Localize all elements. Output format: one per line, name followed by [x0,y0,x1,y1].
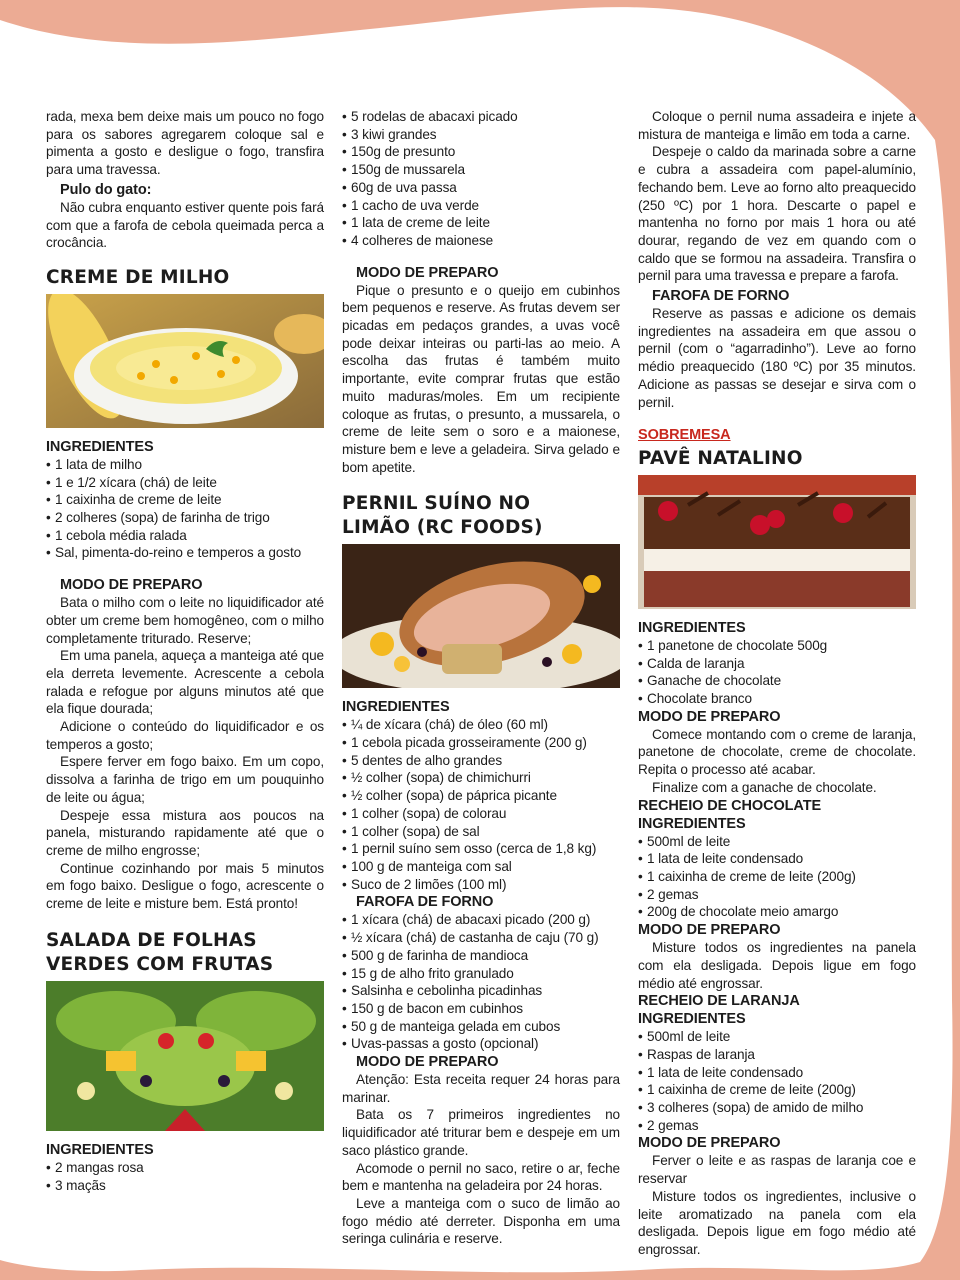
list-item: • 2 gemas [638,1117,916,1135]
list-item: • 500ml de leite [638,833,916,851]
salad-photo [46,981,324,1131]
list-item: • 3 kiwi grandes [342,126,620,144]
filling-chocolate-ingredients-title: INGREDIENTES [638,815,746,832]
list-item: • ½ colher (sopa) de páprica picante [342,787,620,805]
list-item: • 500 g de farinha de mandioca [342,947,620,965]
list-item: • 50 g de manteiga gelada em cubos [342,1018,620,1036]
farofa-method-title: FAROFA DE FORNO [652,288,790,305]
list-item: • 4 colheres de maionese [342,232,620,250]
list-item: • Raspas de laranja [638,1046,916,1064]
title-line-1: SALADA DE FOLHAS [46,929,257,951]
filling-orange-ingredients [638,1028,916,1134]
list-item: • 150 g de bacon em cubinhos [342,1000,620,1018]
column-1 [46,108,324,1194]
title-line-2: VERDES COM FRUTAS [46,953,274,975]
list-item: • Suco de 2 limões (100 ml) [342,876,620,894]
list-item: • 100 g de manteiga com sal [342,858,620,876]
list-item: • 2 mangas rosa [46,1159,324,1177]
method-paragraph: Atenção: Esta receita requer 24 horas para marinar. [342,1072,620,1105]
list-item: • Ganache de chocolate [638,672,916,690]
list-item: • 1 cebola picada grosseiramente (200 g) [342,734,620,752]
list-item: • 500ml de leite [638,1028,916,1046]
ingredients-list-creme-de-milho [46,456,324,562]
recipe-title-pave: PAVÊ NATALINO [638,447,803,469]
method-paragraph: Bata os 7 primeiros ingredientes no liquidificador até triturar bem e despeje em um saco plástico grande. [342,1107,620,1158]
list-item: • 1 colher (sopa) de sal [342,823,620,841]
list-item: • 1 caixinha de creme de leite (200g) [638,868,916,886]
method-paragraph: Adicione o conteúdo do liquidificador e os temperos a gosto; [46,719,324,752]
list-item: • Salsinha e cebolinha picadinhas [342,982,620,1000]
ingredients-list-salada-cont [342,108,620,250]
list-item: • 150g de mussarela [342,161,620,179]
list-item: • 150g de presunto [342,143,620,161]
farofa-ingredients-list [342,911,620,1053]
list-item: • 1 caixinha de creme de leite [46,491,324,509]
list-item: • 200g de chocolate meio amargo [638,903,916,921]
list-item: • Chocolate branco [638,690,916,708]
list-item: • 15 g de alho frito granulado [342,965,620,983]
filling-orange-ingredients-title: INGREDIENTES [638,1011,746,1028]
list-item: • 3 colheres (sopa) de amido de milho [638,1099,916,1117]
list-item: • 1 lata de leite condensado [638,1064,916,1082]
farofa-method-paragraph: Reserve as passas e adicione os demais ingredientes na assadeira em que assou o pernil (com o “agarradinho”). Leve ao forno médio preaquecido (180 ºC) por 35 minutos. Adicione as passas se desejar e sirva com o pernil. [638,306,916,410]
recipe-title-creme-de-milho: CREME DE MILHO [46,266,230,288]
filling-orange-method: Ferver o leite e as raspas de laranja coe e reservar [638,1153,916,1187]
column-3 [638,108,916,1259]
pork-photo [342,544,620,688]
farofa-title-pernil: FAROFA DE FORNO [356,894,494,911]
column-2 [342,108,620,1248]
list-item: • Calda de laranja [638,655,916,673]
list-item: • ½ xícara (chá) de castanha de caju (70 g) [342,929,620,947]
method-title-pernil: MODO DE PREPARO [356,1054,499,1071]
list-item: • 1 colher (sopa) de colorau [342,805,620,823]
tip-text: Não cubra enquanto estiver quente pois fará com que a farofa de cebola queimada perca a crocância. [46,199,324,251]
section-tag-sobremesa: SOBREMESA [638,427,731,444]
method-title-salada: MODO DE PREPARO [356,264,499,281]
method-paragraph-salada: Pique o presunto e o queijo em cubinhos bem pequenos e reserve. As frutas devem ser picadas em pedaços grandes, a uvas você pode deixar inteiras ou parti-las ao meio. A escolha das frutas é também muito importante, evite comprar frutas que estão muito maduras/moles. Em um recipiente coloque as frutas, o presunto, a mussarela, o creme de leite sem o soro e a maionese, misture bem e leve a geladeira. Sirva gelado e bom apetite. [342,282,620,475]
list-item: • 1 e 1/2 xícara (chá) de leite [46,474,324,492]
method-paragraph: Acomode o pernil no saco, retire o ar, feche bem e mantenha na geladeira por 24 horas. [342,1160,620,1194]
list-item: • 1 xícara (chá) de abacaxi picado (200 g) [342,911,620,929]
list-item: • 60g de uva passa [342,179,620,197]
list-item: • 5 rodelas de abacaxi picado [342,108,620,126]
method-paragraph-pernil-cont: Coloque o pernil numa assadeira e injete a mistura de manteiga e limão em toda a carne. [638,109,916,142]
list-item: • 2 colheres (sopa) de farinha de trigo [46,509,324,527]
recipe-title-pernil [342,492,620,540]
list-item: • Sal, pimenta-do-reino e temperos a gosto [46,544,324,562]
list-item: • Uvas-passas a gosto (opcional) [342,1035,620,1053]
pave-photo [638,475,916,609]
list-item: • 3 maçãs [46,1177,324,1195]
list-item: • 1 lata de leite condensado [638,850,916,868]
ingredients-title-pernil: INGREDIENTES [342,699,450,716]
list-item: • ½ colher (sopa) de chimichurri [342,769,620,787]
filling-chocolate-method-title: MODO DE PREPARO [638,922,781,939]
method-paragraph: Bata o milho com o leite no liquidificador até obter um creme bem homogêneo, com o milho completamente triturado. Reserve; [46,595,324,646]
title-line-2: LIMÃO (RC FOODS) [342,517,543,539]
list-item: • ¼ de xícara (chá) de óleo (60 ml) [342,716,620,734]
method-paragraph: Em uma panela, aqueça a manteiga até que ela derreta levemente. Acrescente a cebola ralada e refogue por alguns minutos até que ela fique dourada; [46,648,324,717]
list-item: • 1 panetone de chocolate 500g [638,637,916,655]
corn-cream-photo [46,294,324,428]
method-paragraph: Espere ferver em fogo baixo. Em um copo, dissolva a farinha de trigo em um pouquinho de leite ou água; [46,754,324,805]
method-title-creme-de-milho: MODO DE PREPARO [60,577,203,594]
recipe-title-salada [46,929,324,977]
filling-orange-method-title: MODO DE PREPARO [638,1135,781,1152]
filling-chocolate-title: RECHEIO DE CHOCOLATE [638,797,822,814]
list-item: • 5 dentes de alho grandes [342,752,620,770]
ingredients-list-salada [46,1159,324,1194]
ingredients-list-pave [638,637,916,708]
intro-paragraph: rada, mexa bem deixe mais um pouco no fogo para os sabores agregarem coloque sal e pimenta a gosto e desligue o fogo, transfira para uma travessa. [46,109,324,178]
list-item: • 1 pernil suíno sem osso (cerca de 1,8 kg) [342,840,620,858]
ingredients-title-salada: INGREDIENTES [46,1141,154,1158]
list-item: • 1 cacho de uva verde [342,197,620,215]
filling-chocolate-ingredients [638,833,916,922]
list-item: • 1 caixinha de creme de leite (200g) [638,1081,916,1099]
filling-chocolate-method: Misture todos os ingredientes na panela com ela desligada. Depois ligue em fogo médio até engrossar. [638,940,916,991]
method-paragraph: Leve a manteiga com o suco de limão ao fogo médio até derreter. Disponha em uma seringa culinária e reserve. [342,1195,620,1247]
method-paragraph-pernil-cont: Despeje o caldo da marinada sobre a carne e cubra a assadeira com papel-alumínio, fechando bem. Leve ao forno alto preaquecido (250 ºC) por 1 hora. Descarte o papel e mantenha no forno por mais 1 hora ou até dourar, regando de vez em quando com o caldo que se formou na assadeira. Transfira o pernil para uma travessa e prepare a farofa. [638,144,916,284]
method-title-pave: MODO DE PREPARO [638,708,781,725]
method-paragraph: Continue cozinhando por mais 5 minutos em fogo baixo. Desligue o fogo, acrescente o creme de leite e misture bem. Está pronto! [46,860,324,912]
tip-title: Pulo do gato: [60,181,152,198]
list-item: • 1 cebola média ralada [46,527,324,545]
method-paragraph: Comece montando com o creme de laranja, panetone de chocolate, creme de chocolate. Repita o processo até acabar. [638,726,916,778]
list-item: • 1 lata de creme de leite [342,214,620,232]
ingredients-list-pernil [342,716,620,893]
title-line-1: PERNIL SUÍNO NO [342,493,531,515]
list-item: • 2 gemas [638,886,916,904]
method-paragraph: Despeje essa mistura aos poucos na panela, misturando rapidamente até que o creme de milho engrosse; [46,807,324,858]
filling-orange-method: Misture todos os ingredientes, inclusive o leite aromatizado na panela com ela desligada. Depois ligue em fogo médio até engrossar. [638,1188,916,1257]
list-item: • 1 lata de milho [46,456,324,474]
method-paragraph: Finalize com a ganache de chocolate. [652,779,877,795]
filling-orange-title: RECHEIO DE LARANJA [638,993,800,1010]
ingredients-title-creme-de-milho: INGREDIENTES [46,438,154,455]
ingredients-title-pave: INGREDIENTES [638,619,746,636]
